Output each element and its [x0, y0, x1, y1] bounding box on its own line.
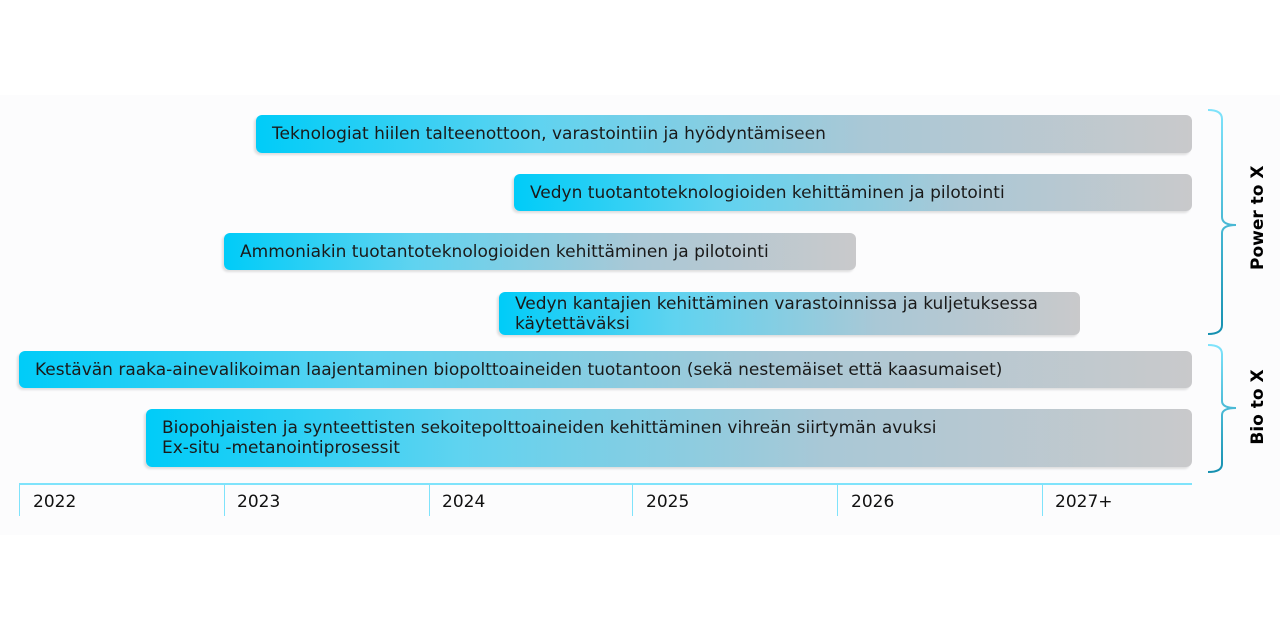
- roadmap-bar-hydrogen-carriers: [499, 292, 1080, 335]
- bar-label: Vedyn tuotantoteknologioiden kehittäminen ja pilotointi: [530, 182, 1005, 203]
- power-to-x-brace: [1200, 105, 1250, 340]
- bar-label: Ammoniakin tuotantoteknologioiden kehittäminen ja pilotointi: [240, 241, 769, 262]
- group-label-bio-to-x: Bio to X: [1248, 369, 1268, 445]
- bio-to-x-brace: [1200, 340, 1250, 480]
- year-label: 2024: [442, 492, 486, 512]
- year-label: 2027+: [1055, 492, 1113, 512]
- roadmap-bar-feedstock: [19, 351, 1192, 388]
- bar-label: Biopohjaisten ja synteettisten sekoitepolttoaineiden kehittäminen vihreän siirtymän avuksi: [162, 418, 937, 438]
- bar-label: Teknologiat hiilen talteenottoon, varastointiin ja hyödyntämiseen: [272, 124, 826, 144]
- bar-label: Vedyn kantajien kehittäminen varastoinnissa ja kuljetuksessa: [515, 293, 1038, 314]
- roadmap-bar-ccus: [256, 115, 1192, 153]
- timeline-axis: [19, 483, 1192, 485]
- timeline-tick: [837, 484, 838, 516]
- roadmap-bar-blended-fuels: [146, 409, 1192, 467]
- timeline-tick: [224, 484, 225, 516]
- bar-label: Kestävän raaka-ainevalikoiman laajentaminen biopolttoaineiden tuotantoon (sekä nestemäiset että kaasumaiset): [35, 359, 1003, 380]
- roadmap-bar-hydrogen-production: [514, 174, 1192, 211]
- group-label-power-to-x: Power to X: [1248, 165, 1268, 270]
- bar-label: käytettäväksi: [515, 313, 630, 334]
- year-label: 2026: [851, 492, 895, 512]
- roadmap-bar-ammonia: [224, 233, 856, 270]
- bar-label: Ex-situ -metanointiprosessit: [162, 438, 400, 458]
- timeline-tick: [429, 484, 430, 516]
- year-label: 2025: [646, 492, 690, 512]
- year-label: 2022: [33, 492, 77, 512]
- year-label: 2023: [237, 492, 281, 512]
- timeline-tick: [632, 484, 633, 516]
- timeline-tick: [1042, 484, 1043, 516]
- timeline-tick: [19, 484, 20, 516]
